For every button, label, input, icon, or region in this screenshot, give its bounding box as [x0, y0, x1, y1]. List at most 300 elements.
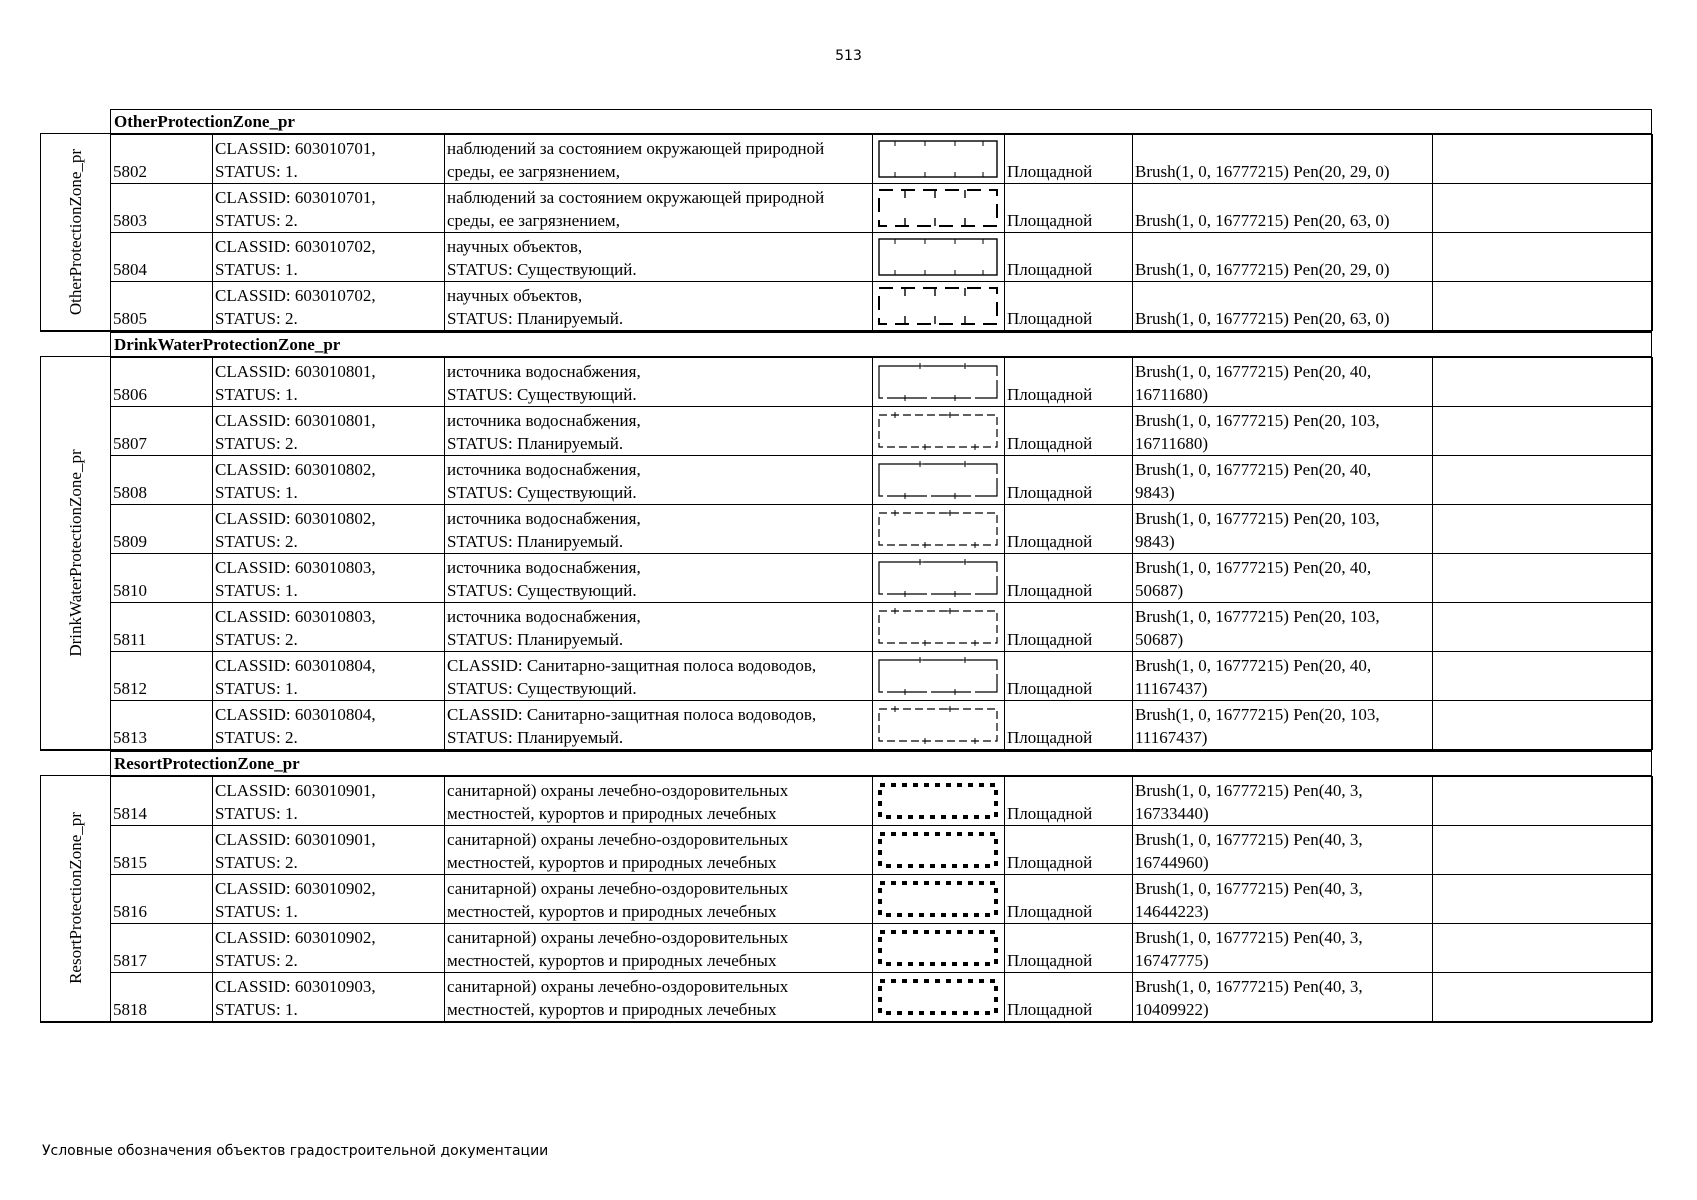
classid-cell-line: STATUS: 2.	[215, 532, 298, 551]
code-cell	[111, 973, 213, 1022]
table-row	[111, 777, 1653, 826]
symbol-cell	[873, 358, 1005, 407]
style-cell	[1133, 358, 1433, 407]
empty-cell	[1433, 701, 1653, 750]
style-cell	[1133, 282, 1433, 331]
area-symbol-icon	[875, 926, 1001, 970]
code-cell-line: 5808	[113, 483, 147, 502]
type-cell-line: Площадной	[1007, 679, 1093, 698]
code-cell	[111, 826, 213, 875]
code-cell	[111, 456, 213, 505]
style-cell-line: Brush(1, 0, 16777215) Pen(20, 29, 0)	[1135, 260, 1390, 279]
description-cell-line: санитарной) охраны лечебно-оздоровительных	[447, 977, 789, 996]
style-cell-line: Brush(1, 0, 16777215) Pen(20, 40,	[1135, 362, 1372, 381]
symbol-cell	[873, 826, 1005, 875]
area-symbol-icon	[875, 186, 1001, 230]
code-cell-line: 5806	[113, 385, 147, 404]
table-row	[111, 233, 1653, 282]
description-cell	[445, 407, 873, 456]
style-cell-line	[1135, 284, 1430, 307]
empty-cell	[1433, 973, 1653, 1022]
code-cell	[111, 554, 213, 603]
style-cell	[1133, 924, 1433, 973]
classid-cell-line: STATUS: 1.	[215, 679, 298, 698]
style-cell-line: 11167437)	[1135, 679, 1208, 698]
style-cell-line: 16711680)	[1135, 434, 1209, 453]
symbol-cell	[873, 135, 1005, 184]
classid-cell-line: STATUS: 2.	[215, 309, 298, 328]
description-cell-line: STATUS: Планируемый.	[447, 434, 624, 453]
classid-cell	[213, 358, 445, 407]
description-cell-line: научных объектов,	[447, 286, 583, 305]
classid-cell-line: CLASSID: 603010802,	[215, 509, 376, 528]
classid-cell-line: CLASSID: 603010901,	[215, 830, 376, 849]
area-symbol-icon	[875, 975, 1001, 1019]
code-cell	[111, 184, 213, 233]
description-cell	[445, 505, 873, 554]
description-cell-line: источника водоснабжения,	[447, 607, 641, 626]
side-label-text: OtherProtectionZone_pr	[65, 148, 85, 315]
type-cell-line: Площадной	[1007, 804, 1093, 823]
type-cell	[1005, 184, 1133, 233]
type-cell-line: Площадной	[1007, 385, 1093, 404]
type-cell	[1005, 603, 1133, 652]
classid-cell-line: CLASSID: 603010804,	[215, 656, 376, 675]
code-cell-line: 5817	[113, 951, 147, 970]
classid-cell-line: STATUS: 2.	[215, 728, 298, 747]
style-cell-line: 14644223)	[1135, 902, 1209, 921]
empty-cell	[1433, 875, 1653, 924]
group-side-label	[40, 133, 110, 331]
classid-cell	[213, 603, 445, 652]
code-cell	[111, 407, 213, 456]
style-cell-line: Brush(1, 0, 16777215) Pen(20, 40,	[1135, 656, 1372, 675]
table-row	[111, 924, 1653, 973]
area-symbol-icon	[875, 137, 1001, 181]
classid-cell	[213, 875, 445, 924]
area-symbol-icon	[875, 235, 1001, 279]
classid-cell-line: CLASSID: 603010801,	[215, 411, 376, 430]
symbol-cell	[873, 505, 1005, 554]
empty-cell	[1433, 456, 1653, 505]
group-side-label	[40, 356, 110, 750]
code-cell	[111, 233, 213, 282]
description-cell-line: STATUS: Планируемый.	[447, 630, 624, 649]
type-cell	[1005, 924, 1133, 973]
code-cell-line: 5809	[113, 532, 147, 551]
table-row	[111, 184, 1653, 233]
description-cell	[445, 924, 873, 973]
description-cell-line: источника водоснабжения,	[447, 411, 641, 430]
classid-cell-line: STATUS: 2.	[215, 211, 298, 230]
side-label-text: DrinkWaterProtectionZone_pr	[65, 448, 85, 657]
style-cell-line: Brush(1, 0, 16777215) Pen(40, 3,	[1135, 928, 1363, 947]
description-cell-line: CLASSID: Санитарно-защитная полоса водоводов,	[447, 705, 817, 724]
classid-cell	[213, 554, 445, 603]
type-cell	[1005, 826, 1133, 875]
group-title: ResortProtectionZone_pr	[110, 751, 1652, 775]
classid-cell-line: STATUS: 2.	[215, 951, 298, 970]
description-cell-line: CLASSID: Санитарно-защитная полоса водоводов,	[447, 656, 817, 675]
description-cell-line: местностей, курортов и природных лечебных	[447, 853, 777, 872]
symbol-cell	[873, 554, 1005, 603]
classid-cell	[213, 282, 445, 331]
description-cell-line: научных объектов,	[447, 237, 583, 256]
style-cell-line: 50687)	[1135, 581, 1184, 600]
code-cell	[111, 135, 213, 184]
style-cell	[1133, 973, 1433, 1022]
symbol-cell	[873, 924, 1005, 973]
style-cell-line: Brush(1, 0, 16777215) Pen(20, 103,	[1135, 509, 1380, 528]
table-row	[111, 875, 1653, 924]
type-cell	[1005, 777, 1133, 826]
code-cell	[111, 875, 213, 924]
description-cell-line: источника водоснабжения,	[447, 509, 641, 528]
symbol-cell	[873, 233, 1005, 282]
type-cell	[1005, 505, 1133, 554]
type-cell	[1005, 135, 1133, 184]
description-cell	[445, 701, 873, 750]
type-cell	[1005, 875, 1133, 924]
classid-cell-line: CLASSID: 603010802,	[215, 460, 376, 479]
description-cell	[445, 456, 873, 505]
empty-cell	[1433, 282, 1653, 331]
table-row	[111, 554, 1653, 603]
description-cell-line: местностей, курортов и природных лечебных	[447, 804, 777, 823]
table-row	[111, 456, 1653, 505]
code-cell-line: 5802	[113, 162, 147, 181]
type-cell-line: Площадной	[1007, 162, 1093, 181]
side-label-text: ResortProtectionZone_pr	[65, 812, 85, 984]
style-cell-line: Brush(1, 0, 16777215) Pen(20, 103,	[1135, 411, 1380, 430]
style-cell-line	[1135, 186, 1430, 209]
empty-cell	[1433, 603, 1653, 652]
empty-cell	[1433, 407, 1653, 456]
classid-cell-line: STATUS: 1.	[215, 483, 298, 502]
symbol-cell	[873, 701, 1005, 750]
symbol-cell	[873, 407, 1005, 456]
classid-cell-line: STATUS: 1.	[215, 902, 298, 921]
type-cell-line: Площадной	[1007, 853, 1093, 872]
code-cell	[111, 777, 213, 826]
description-cell-line: STATUS: Планируемый.	[447, 309, 624, 328]
table-row	[111, 135, 1653, 184]
description-cell-line: местностей, курортов и природных лечебных	[447, 902, 777, 921]
type-cell	[1005, 456, 1133, 505]
code-cell	[111, 358, 213, 407]
empty-cell	[1433, 652, 1653, 701]
table-row	[111, 973, 1653, 1022]
style-cell	[1133, 603, 1433, 652]
group-side-label	[40, 775, 110, 1022]
classid-cell-line: CLASSID: 603010701,	[215, 139, 376, 158]
style-cell	[1133, 777, 1433, 826]
classid-cell-line: CLASSID: 603010803,	[215, 607, 376, 626]
type-cell-line: Площадной	[1007, 951, 1093, 970]
page-footer: Условные обозначения объектов градостроительной документации	[42, 1143, 549, 1159]
classid-cell-line: CLASSID: 603010902,	[215, 879, 376, 898]
style-cell	[1133, 554, 1433, 603]
code-cell-line: 5811	[113, 630, 147, 649]
empty-cell	[1433, 826, 1653, 875]
description-cell-line: источника водоснабжения,	[447, 362, 641, 381]
classid-cell	[213, 826, 445, 875]
symbol-cell	[873, 973, 1005, 1022]
type-cell	[1005, 282, 1133, 331]
type-cell-line: Площадной	[1007, 902, 1093, 921]
code-cell-line: 5810	[113, 581, 147, 600]
description-cell	[445, 973, 873, 1022]
style-cell-line	[1135, 235, 1430, 258]
classid-cell-line: STATUS: 1.	[215, 804, 298, 823]
classid-cell	[213, 701, 445, 750]
style-cell-line: Brush(1, 0, 16777215) Pen(40, 3,	[1135, 781, 1363, 800]
group-table	[110, 134, 1653, 331]
type-cell-line: Площадной	[1007, 211, 1093, 230]
code-cell	[111, 701, 213, 750]
classid-cell-line: CLASSID: 603010801,	[215, 362, 376, 381]
description-cell	[445, 233, 873, 282]
type-cell-line: Площадной	[1007, 532, 1093, 551]
classid-cell	[213, 973, 445, 1022]
type-cell-line: Площадной	[1007, 260, 1093, 279]
description-cell-line: источника водоснабжения,	[447, 460, 641, 479]
style-cell-line: 9843)	[1135, 532, 1175, 551]
code-cell-line: 5804	[113, 260, 147, 279]
description-cell	[445, 184, 873, 233]
group-body	[40, 356, 1652, 751]
style-cell-line: Brush(1, 0, 16777215) Pen(20, 63, 0)	[1135, 211, 1390, 230]
code-cell	[111, 603, 213, 652]
code-cell-line: 5816	[113, 902, 147, 921]
code-cell-line: 5813	[113, 728, 147, 747]
area-symbol-icon	[875, 828, 1001, 872]
type-cell	[1005, 358, 1133, 407]
type-cell	[1005, 701, 1133, 750]
code-cell-line: 5814	[113, 804, 147, 823]
style-cell	[1133, 875, 1433, 924]
group-body	[40, 775, 1652, 1023]
classid-cell-line: CLASSID: 603010901,	[215, 781, 376, 800]
style-cell-line: 16733440)	[1135, 804, 1209, 823]
classid-cell-line: CLASSID: 603010702,	[215, 286, 376, 305]
classid-cell	[213, 456, 445, 505]
symbol-cell	[873, 184, 1005, 233]
type-cell	[1005, 973, 1133, 1022]
type-cell-line: Площадной	[1007, 1000, 1093, 1019]
symbol-cell	[873, 282, 1005, 331]
style-cell-line: 50687)	[1135, 630, 1184, 649]
style-cell	[1133, 184, 1433, 233]
code-cell-line: 5807	[113, 434, 147, 453]
style-cell-line: 16711680)	[1135, 385, 1209, 404]
area-symbol-icon	[875, 556, 1001, 600]
classid-cell	[213, 407, 445, 456]
style-cell-line: 16744960)	[1135, 853, 1209, 872]
code-cell	[111, 282, 213, 331]
description-cell	[445, 777, 873, 826]
classid-cell	[213, 505, 445, 554]
style-cell-line: Brush(1, 0, 16777215) Pen(20, 103,	[1135, 607, 1380, 626]
style-cell	[1133, 135, 1433, 184]
symbol-cell	[873, 875, 1005, 924]
type-cell-line: Площадной	[1007, 309, 1093, 328]
description-cell-line: STATUS: Существующий.	[447, 679, 637, 698]
style-cell-line: Brush(1, 0, 16777215) Pen(40, 3,	[1135, 830, 1363, 849]
type-cell-line: Площадной	[1007, 581, 1093, 600]
symbol-cell	[873, 456, 1005, 505]
code-cell	[111, 924, 213, 973]
empty-cell	[1433, 924, 1653, 973]
description-cell	[445, 826, 873, 875]
description-cell-line: STATUS: Планируемый.	[447, 728, 624, 747]
type-cell-line: Площадной	[1007, 630, 1093, 649]
area-symbol-icon	[875, 605, 1001, 649]
description-cell-line: STATUS: Существующий.	[447, 581, 637, 600]
description-cell-line: санитарной) охраны лечебно-оздоровительных	[447, 928, 789, 947]
classid-cell-line: CLASSID: 603010701,	[215, 188, 376, 207]
classid-cell-line: STATUS: 2.	[215, 434, 298, 453]
description-cell-line: санитарной) охраны лечебно-оздоровительных	[447, 879, 789, 898]
style-cell	[1133, 505, 1433, 554]
classid-cell-line: STATUS: 2.	[215, 853, 298, 872]
style-cell-line: 10409922)	[1135, 1000, 1209, 1019]
style-cell	[1133, 233, 1433, 282]
empty-cell	[1433, 184, 1653, 233]
type-cell	[1005, 407, 1133, 456]
code-cell-line: 5805	[113, 309, 147, 328]
area-symbol-icon	[875, 284, 1001, 328]
code-cell-line: 5803	[113, 211, 147, 230]
code-cell-line: 5818	[113, 1000, 147, 1019]
description-cell-line: наблюдений за состоянием окружающей природной	[447, 188, 825, 207]
classid-cell	[213, 233, 445, 282]
table-row	[111, 407, 1653, 456]
classid-cell-line: CLASSID: 603010803,	[215, 558, 376, 577]
symbol-cell	[873, 777, 1005, 826]
style-cell	[1133, 826, 1433, 875]
description-cell-line: STATUS: Существующий.	[447, 483, 637, 502]
style-cell-line: Brush(1, 0, 16777215) Pen(40, 3,	[1135, 977, 1363, 996]
code-cell	[111, 652, 213, 701]
classid-cell-line: CLASSID: 603010702,	[215, 237, 376, 256]
classid-cell-line: STATUS: 1.	[215, 162, 298, 181]
description-cell-line: среды, ее загрязнением,	[447, 162, 620, 181]
description-cell-line: источника водоснабжения,	[447, 558, 641, 577]
description-cell-line: санитарной) охраны лечебно-оздоровительных	[447, 830, 789, 849]
table-row	[111, 505, 1653, 554]
style-cell	[1133, 456, 1433, 505]
table-row	[111, 358, 1653, 407]
type-cell-line: Площадной	[1007, 728, 1093, 747]
area-symbol-icon	[875, 409, 1001, 453]
group-table	[110, 776, 1653, 1022]
area-symbol-icon	[875, 507, 1001, 551]
style-cell-line: Brush(1, 0, 16777215) Pen(20, 63, 0)	[1135, 309, 1390, 328]
classid-cell-line: STATUS: 1.	[215, 385, 298, 404]
area-symbol-icon	[875, 703, 1001, 747]
style-cell	[1133, 652, 1433, 701]
style-cell-line: Brush(1, 0, 16777215) Pen(20, 40,	[1135, 460, 1372, 479]
description-cell	[445, 282, 873, 331]
style-cell-line: Brush(1, 0, 16777215) Pen(20, 40,	[1135, 558, 1372, 577]
empty-cell	[1433, 358, 1653, 407]
table-row	[111, 652, 1653, 701]
empty-cell	[1433, 233, 1653, 282]
type-cell-line: Площадной	[1007, 434, 1093, 453]
classid-cell	[213, 924, 445, 973]
empty-cell	[1433, 135, 1653, 184]
description-cell	[445, 652, 873, 701]
description-cell-line: среды, ее загрязнением,	[447, 211, 620, 230]
symbol-cell	[873, 603, 1005, 652]
classid-cell-line: CLASSID: 603010804,	[215, 705, 376, 724]
description-cell	[445, 554, 873, 603]
description-cell	[445, 358, 873, 407]
style-cell-line: Brush(1, 0, 16777215) Pen(20, 103,	[1135, 705, 1380, 724]
code-cell-line: 5815	[113, 853, 147, 872]
empty-cell	[1433, 505, 1653, 554]
classid-cell-line: STATUS: 1.	[215, 581, 298, 600]
style-cell-line: 16747775)	[1135, 951, 1209, 970]
code-cell-line: 5812	[113, 679, 147, 698]
description-cell	[445, 875, 873, 924]
code-cell	[111, 505, 213, 554]
description-cell-line: местностей, курортов и природных лечебных	[447, 1000, 777, 1019]
style-cell	[1133, 701, 1433, 750]
style-cell	[1133, 407, 1433, 456]
description-cell-line: STATUS: Существующий.	[447, 260, 637, 279]
description-cell	[445, 603, 873, 652]
style-cell-line: Brush(1, 0, 16777215) Pen(40, 3,	[1135, 879, 1363, 898]
table-row	[111, 826, 1653, 875]
style-cell-line: 9843)	[1135, 483, 1175, 502]
area-symbol-icon	[875, 877, 1001, 921]
type-cell	[1005, 233, 1133, 282]
group-title: OtherProtectionZone_pr	[110, 109, 1652, 133]
description-cell-line: санитарной) охраны лечебно-оздоровительных	[447, 781, 789, 800]
classid-cell	[213, 135, 445, 184]
style-cell-line: Brush(1, 0, 16777215) Pen(20, 29, 0)	[1135, 162, 1390, 181]
table-row	[111, 701, 1653, 750]
type-cell	[1005, 554, 1133, 603]
group-title: DrinkWaterProtectionZone_pr	[110, 332, 1652, 356]
area-symbol-icon	[875, 654, 1001, 698]
description-cell-line: STATUS: Существующий.	[447, 385, 637, 404]
group-body	[40, 133, 1652, 332]
group-table	[110, 357, 1653, 750]
description-cell-line: STATUS: Планируемый.	[447, 532, 624, 551]
style-cell-line	[1135, 137, 1430, 160]
area-symbol-icon	[875, 779, 1001, 823]
legend-table	[40, 109, 1652, 1023]
table-row	[111, 282, 1653, 331]
description-cell-line: местностей, курортов и природных лечебных	[447, 951, 777, 970]
page-number: 513	[835, 48, 862, 64]
style-cell-line: 11167437)	[1135, 728, 1208, 747]
classid-cell-line: CLASSID: 603010902,	[215, 928, 376, 947]
description-cell-line: наблюдений за состоянием окружающей природной	[447, 139, 825, 158]
description-cell	[445, 135, 873, 184]
classid-cell	[213, 777, 445, 826]
classid-cell-line: STATUS: 2.	[215, 630, 298, 649]
classid-cell	[213, 184, 445, 233]
classid-cell-line: STATUS: 1.	[215, 1000, 298, 1019]
type-cell-line: Площадной	[1007, 483, 1093, 502]
classid-cell-line: STATUS: 1.	[215, 260, 298, 279]
empty-cell	[1433, 777, 1653, 826]
area-symbol-icon	[875, 360, 1001, 404]
